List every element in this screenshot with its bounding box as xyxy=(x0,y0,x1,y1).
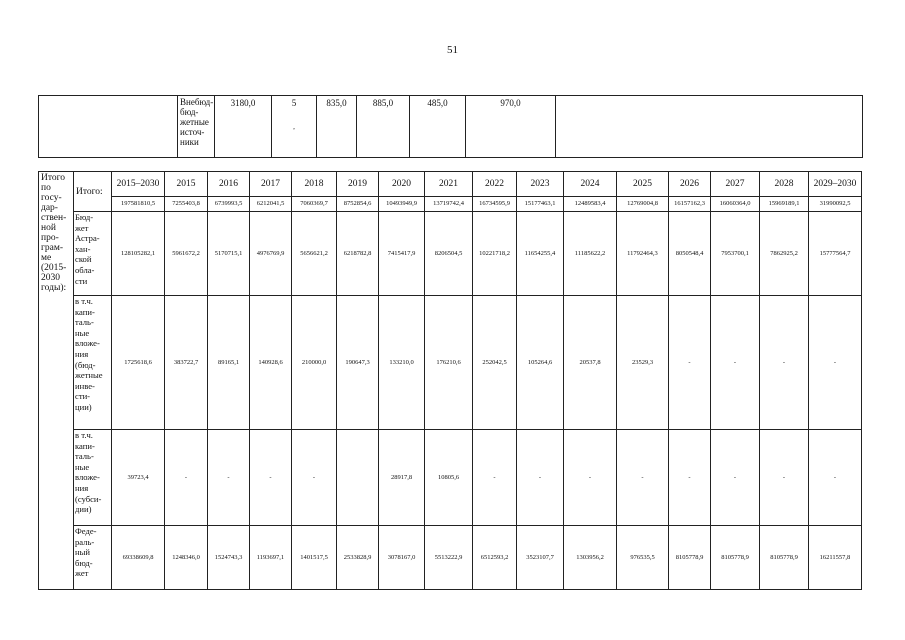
value-cell: 1401517,5 xyxy=(292,526,337,590)
year-header: 2017 xyxy=(250,172,292,197)
value-cell: - xyxy=(669,296,711,430)
value-cell: 16211557,8 xyxy=(809,526,862,590)
value-cell: 976535,5 xyxy=(617,526,669,590)
label-line: хан- xyxy=(75,243,91,254)
source-label-line: Внебюд- xyxy=(180,97,214,107)
value-cell: - xyxy=(669,430,711,526)
year-header: 2016 xyxy=(208,172,250,197)
value-cell: 105264,6 xyxy=(517,296,564,430)
year-header: 2022 xyxy=(473,172,517,197)
year-header: 2023 xyxy=(517,172,564,197)
label-line: раль- xyxy=(75,536,95,547)
value-cell: 89165,1 xyxy=(208,296,250,430)
label-line: дии) xyxy=(75,504,92,515)
value-cell: 23529,3 xyxy=(617,296,669,430)
total-cell: 16060364,0 xyxy=(711,197,760,212)
label-line: сти xyxy=(75,275,88,286)
label-line: (бюд- xyxy=(75,359,96,370)
value-cell: 11654255,4 xyxy=(517,212,564,296)
label-line: ствен- xyxy=(41,213,67,223)
value-cell: 1248346,0 xyxy=(165,526,208,590)
label-line: капи- xyxy=(75,306,95,317)
value-cell: - xyxy=(760,430,809,526)
total-header-label: Итого: xyxy=(74,172,112,212)
value-cell: 190647,3 xyxy=(337,296,379,430)
label-line: жет xyxy=(75,568,89,579)
total-cell: 6739993,5 xyxy=(208,197,250,212)
year-header: 2024 xyxy=(564,172,617,197)
label-line: про- xyxy=(41,233,59,243)
year-header: 2015–2030 xyxy=(112,172,165,197)
value-cell: - xyxy=(208,430,250,526)
row-label-federal-budget xyxy=(74,526,112,590)
total-cell: 16157162,3 xyxy=(669,197,711,212)
value-cell: 8105778,9 xyxy=(669,526,711,590)
label-line: Итого xyxy=(41,173,66,183)
label-line: грам- xyxy=(41,243,64,253)
label-line: годы): xyxy=(41,283,67,293)
value-cell: - xyxy=(473,430,517,526)
year-header: 2027 xyxy=(711,172,760,197)
top-fragment-table xyxy=(38,95,863,158)
total-cell: 197581810,5 xyxy=(112,197,165,212)
source-label xyxy=(178,96,215,158)
total-cell: 31990092,5 xyxy=(809,197,862,212)
value-cell: 8206504,5 xyxy=(425,212,473,296)
total-cell: 7060369,7 xyxy=(292,197,337,212)
year-header: 2029–2030 xyxy=(809,172,862,197)
value-cell: 3523107,7 xyxy=(517,526,564,590)
label-line: бюд- xyxy=(75,557,93,568)
label-line: жетные xyxy=(75,370,103,381)
label-line: капи- xyxy=(75,440,95,451)
value-cell: 11792464,3 xyxy=(617,212,669,296)
label-line: ме xyxy=(41,253,52,263)
label-line: в т.ч. xyxy=(75,430,93,440)
value-cell: 7862925,2 xyxy=(760,212,809,296)
value-cell: - xyxy=(809,296,862,430)
value-cell: 6512593,2 xyxy=(473,526,517,590)
value-cell: 7415417,9 xyxy=(379,212,425,296)
label-line: по xyxy=(41,183,51,193)
total-cell: 10493949,9 xyxy=(379,197,425,212)
year-header: 2021 xyxy=(425,172,473,197)
label-line: ные xyxy=(75,327,90,338)
value-cell: 176210,6 xyxy=(425,296,473,430)
total-cell: 7255403,8 xyxy=(165,197,208,212)
year-header: 2026 xyxy=(669,172,711,197)
value-cell: - xyxy=(292,430,337,526)
label-line: инве- xyxy=(75,380,95,391)
total-cell: 13719742,4 xyxy=(425,197,473,212)
value-cell: - xyxy=(711,296,760,430)
total-cell: 16734595,9 xyxy=(473,197,517,212)
program-funding-table xyxy=(38,171,862,590)
total-cell: 15177463,1 xyxy=(517,197,564,212)
value-cell: 252042,5 xyxy=(473,296,517,430)
value-cell: 11185622,2 xyxy=(564,212,617,296)
year-header: 2018 xyxy=(292,172,337,197)
value-cell: - xyxy=(760,296,809,430)
value-cell: 2533828,9 xyxy=(337,526,379,590)
value-cell: 39723,4 xyxy=(112,430,165,526)
value-cell: 3180,0 xyxy=(215,96,272,158)
value-cell: - xyxy=(250,430,292,526)
year-header: 2015 xyxy=(165,172,208,197)
value-cell: - xyxy=(809,430,862,526)
value-cell: 6218782,8 xyxy=(337,212,379,296)
label-line: ный xyxy=(75,547,90,558)
program-total-label xyxy=(39,172,74,590)
value-cell: 8105778,9 xyxy=(760,526,809,590)
label-line: ния xyxy=(75,482,89,493)
value-cell: 133210,0 xyxy=(379,296,425,430)
row-label-capital-investments xyxy=(74,296,112,430)
value-cell: - xyxy=(617,430,669,526)
year-header: 2020 xyxy=(379,172,425,197)
value-cell: - xyxy=(711,430,760,526)
value-cell: 835,0 xyxy=(317,96,357,158)
value-cell: 210000,0 xyxy=(292,296,337,430)
value-cell: - xyxy=(517,430,564,526)
total-cell: 8752854,6 xyxy=(337,197,379,212)
value-cell: 15777564,7 xyxy=(809,212,862,296)
source-label-line: ники xyxy=(180,137,199,147)
value-cell: 5656621,2 xyxy=(292,212,337,296)
value-cell: 10805,6 xyxy=(425,430,473,526)
label-line: ции) xyxy=(75,401,92,412)
value-cell: 10221718,2 xyxy=(473,212,517,296)
total-cell: 12769004,8 xyxy=(617,197,669,212)
label-line: госу- xyxy=(41,193,62,203)
empty-cell xyxy=(39,96,178,158)
label-line: (2015- xyxy=(41,263,67,273)
label-line: таль- xyxy=(75,451,94,462)
value-cell: 3078167,0 xyxy=(379,526,425,590)
value-cell: 5513222,9 xyxy=(425,526,473,590)
label-line: жет xyxy=(75,222,89,233)
comma-mark: , xyxy=(293,123,295,131)
value-cell: - xyxy=(564,430,617,526)
empty-cell xyxy=(556,96,863,158)
label-line: таль- xyxy=(75,317,94,328)
label-line: сти- xyxy=(75,391,91,402)
value-cell: 8050548,4 xyxy=(669,212,711,296)
value-cell: 8105778,9 xyxy=(711,526,760,590)
value-cell: 485,0 xyxy=(410,96,466,158)
value-cell: 383722,7 xyxy=(165,296,208,430)
source-label-line: источ- xyxy=(180,127,205,137)
value-cell: - xyxy=(165,430,208,526)
row-label-regional-budget xyxy=(74,212,112,296)
value-cell: 1524743,3 xyxy=(208,526,250,590)
label-line: вложе- xyxy=(75,338,100,349)
value-cell: 7953700,1 xyxy=(711,212,760,296)
total-cell: 12489583,4 xyxy=(564,197,617,212)
year-header: 2025 xyxy=(617,172,669,197)
label-line: ской xyxy=(75,254,92,265)
total-cell: 15969189,1 xyxy=(760,197,809,212)
value-cell: 4976769,9 xyxy=(250,212,292,296)
value-cell: 885,0 xyxy=(357,96,410,158)
label-line: дар- xyxy=(41,203,58,213)
value-cell: 970,0 xyxy=(466,96,556,158)
page-number: 51 xyxy=(447,44,458,56)
value-cell: 128105282,1 xyxy=(112,212,165,296)
value-cell: 1193697,1 xyxy=(250,526,292,590)
value-cell: 5170715,1 xyxy=(208,212,250,296)
label-line: Бюд- xyxy=(75,212,94,222)
label-line: ной xyxy=(41,223,56,233)
source-label-line: жетные xyxy=(180,117,209,127)
value-cell xyxy=(337,430,379,526)
label-line: ные xyxy=(75,461,90,472)
year-header: 2028 xyxy=(760,172,809,197)
value-cell: 1725618,6 xyxy=(112,296,165,430)
label-line: (субси- xyxy=(75,493,102,504)
value-cell: 28917,8 xyxy=(379,430,425,526)
label-line: 2030 xyxy=(41,273,60,283)
value-cell xyxy=(272,96,317,158)
value-cell: 69338609,8 xyxy=(112,526,165,590)
row-label-capital-subsidies xyxy=(74,430,112,526)
value-cell: 1303956,2 xyxy=(564,526,617,590)
label-line: Феде- xyxy=(75,526,97,536)
label-line: обла- xyxy=(75,264,95,275)
value-cell: 5961672,2 xyxy=(165,212,208,296)
label-line: вложе- xyxy=(75,472,100,483)
label-line: в т.ч. xyxy=(75,296,93,306)
label-line: Астра- xyxy=(75,233,100,244)
source-label-line: бюд- xyxy=(180,107,199,117)
label-line: ния xyxy=(75,348,89,359)
value-cell: 20537,8 xyxy=(564,296,617,430)
total-cell: 6212041,5 xyxy=(250,197,292,212)
value-text: 5 xyxy=(291,98,297,108)
year-header: 2019 xyxy=(337,172,379,197)
value-cell: 140928,6 xyxy=(250,296,292,430)
